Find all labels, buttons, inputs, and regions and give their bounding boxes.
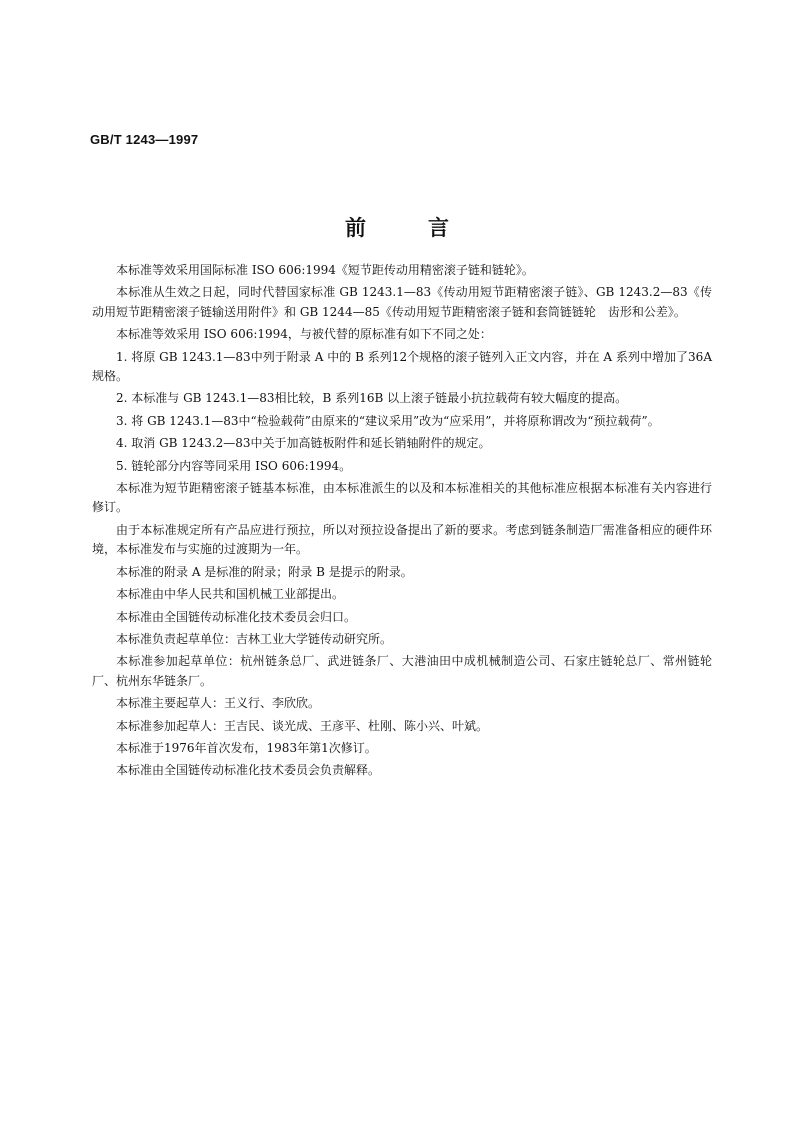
title-char-2: 言 xyxy=(428,216,449,240)
paragraph-publication-history: 本标准于1976年首次发布，1983年第1次修订。 xyxy=(116,740,377,755)
paragraph-transition-period: 由于本标准规定所有产品应进行预拉，所以对预拉设备提出了新的要求。考虑到链条制造厂需准备相应的硬件环境，本标准发布与实施的过渡期为一年。 xyxy=(92,522,712,557)
paragraph-replaces-standards: 本标准从生效之日起，同时代替国家标准 GB 1243.1—83《传动用短节距精密滚子链》、GB 1243.2—83《传动用短节距精密滚子链输送用附件》和 GB 1244—85《传动用短节距精密滚子链和套筒链链轮 齿形和公差》。 xyxy=(92,285,712,319)
paragraph-appendices: 本标准的附录 A 是标准的附录；附录 B 是提示的附录。 xyxy=(116,564,413,579)
paragraph-participating-drafters: 本标准参加起草人：王吉民、谈光成、王彦平、杜刚、陈小兴、叶斌。 xyxy=(116,718,489,733)
paragraph-participating-units: 本标准参加起草单位：杭州链条总厂、武进链条厂、大港油田中成机械制造公司、石家庄链轮总厂、常州链轮厂、杭州东华链条厂。 xyxy=(92,654,712,688)
title-char-1: 前 xyxy=(345,216,366,240)
paragraph-basic-standard: 本标准为短节距精密滚子链基本标准，由本标准派生的以及和本标准相关的其他标准应根据本标准有关内容进行修订。 xyxy=(92,481,712,515)
paragraph-difference-5: 5. 链轮部分内容等同采用 ISO 606:1994。 xyxy=(116,458,352,473)
paragraph-interpretation: 本标准由全国链传动标准化技术委员会负责解释。 xyxy=(116,763,381,778)
paragraph-difference-3: 3. 将 GB 1243.1—83中“检验载荷”由原来的“建议采用”改为“应采用”，并将原称谓改为“预拉载荷”。 xyxy=(116,413,660,428)
paragraph-equivalent-standard: 本标准等效采用国际标准 ISO 606:1994《短节距传动用精密滚子链和链轮》。 xyxy=(116,263,534,277)
paragraph-difference-1: 1. 将原 GB 1243.1—83中列于附录 A 中的 B 系列12个规格的滚子链列入正文内容，并在 A 系列中增加了36A 规格。 xyxy=(92,349,712,384)
page-title xyxy=(0,212,794,242)
foreword-body xyxy=(92,261,712,784)
paragraph-difference-4: 4. 取消 GB 1243.2—83中关于加高链板附件和延长销轴附件的规定。 xyxy=(116,436,491,451)
paragraph-difference-2: 2. 本标准与 GB 1243.1—83相比较，B 系列16B 以上滚子链最小抗拉载荷有较大幅度的提高。 xyxy=(116,391,628,406)
paragraph-differences-intro: 本标准等效采用 ISO 606:1994，与被代替的原标准有如下不同之处： xyxy=(116,327,492,342)
paragraph-drafting-unit: 本标准负责起草单位：吉林工业大学链传动研究所。 xyxy=(116,631,393,646)
paragraph-proposed-by: 本标准由中华人民共和国机械工业部提出。 xyxy=(116,587,345,602)
paragraph-main-drafters: 本标准主要起草人：王义行、李欣欣。 xyxy=(116,696,321,711)
paragraph-under-jurisdiction: 本标准由全国链传动标准化技术委员会归口。 xyxy=(116,609,357,624)
document-code: GB/T 1243—1997 xyxy=(90,132,199,147)
